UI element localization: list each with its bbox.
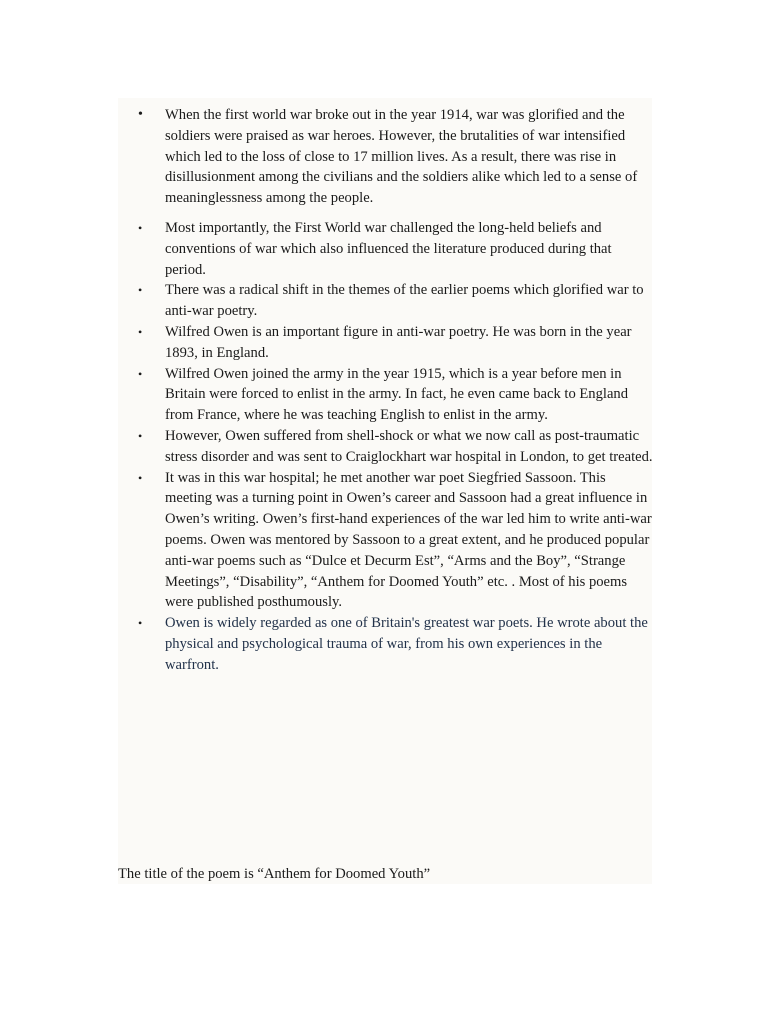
- poem-title-line: The title of the poem is “Anthem for Doomed Youth”: [118, 866, 431, 882]
- bullet-text: However, Owen suffered from shell-shock or what we now call as post-traumatic stress disorder and was sent to Craiglockhart war hospital in London, to get treated.: [165, 427, 653, 465]
- bullet-item-4: [132, 322, 656, 364]
- bullet-dot-icon: •: [138, 283, 143, 298]
- bullet-item-2: [132, 218, 656, 280]
- bullet-item-5: [132, 364, 656, 426]
- bullet-text: Most importantly, the First World war challenged the long-held beliefs and conventions of war which also influenced the literature produced during that period.: [165, 219, 612, 278]
- bullet-dot-icon: •: [138, 616, 143, 631]
- bullet-text: Owen is widely regarded as one of Britain's greatest war poets. He wrote about the physical and psychological trauma of war, from his own experiences in the warfront.: [165, 615, 648, 673]
- bullet-dot-icon: •: [138, 107, 143, 122]
- bullet-text: There was a radical shift in the themes of the earlier poems which glorified war to anti-war poetry.: [165, 282, 644, 320]
- bullet-dot-icon: •: [138, 428, 143, 443]
- bullet-list: [132, 105, 656, 676]
- bullet-item-1: [132, 105, 656, 209]
- bullet-item-6: [132, 426, 656, 468]
- bullet-text: Wilfred Owen joined the army in the year 1915, which is a year before men in Britain were forced to enlist in the army. In fact, he even came back to England from France, where he was teaching English to enlist in the army.: [165, 365, 629, 424]
- bullet-text: It was in this war hospital; he met another war poet Siegfried Sassoon. This meeting was a turning point in Owen’s career and Sassoon had a great influence in Owen’s writing. Owen’s first-hand experiences of the war led him to write anti-war poems. Owen was mentored by Sassoon to a great extent, and he produced popular anti-war poems such as “Dulce et Decurm Est”, “Arms and the Boy”, “Strange Meetings”, “Disability”, “Anthem for Doomed Youth” etc. . Most of his poems were published posthumously.: [165, 469, 652, 611]
- bullet-item-3: [132, 280, 656, 322]
- bullet-dot-icon: •: [138, 470, 143, 485]
- bullet-text: When the first world war broke out in the year 1914, war was glorified and the soldiers were praised as war heroes. However, the brutalities of war intensified which led to the loss of close to 17 million lives. As a result, there was rise in disillusionment among the civilians and the soldiers alike which led to a sense of meaninglessness among the people.: [165, 107, 638, 207]
- bullet-dot-icon: •: [138, 324, 143, 339]
- bullet-item-7: [132, 468, 656, 614]
- bullet-item-8: [132, 613, 656, 675]
- bullet-dot-icon: •: [138, 220, 143, 235]
- bullet-text: Wilfred Owen is an important figure in anti-war poetry. He was born in the year 1893, in England.: [165, 323, 632, 361]
- bullet-dot-icon: •: [138, 366, 143, 381]
